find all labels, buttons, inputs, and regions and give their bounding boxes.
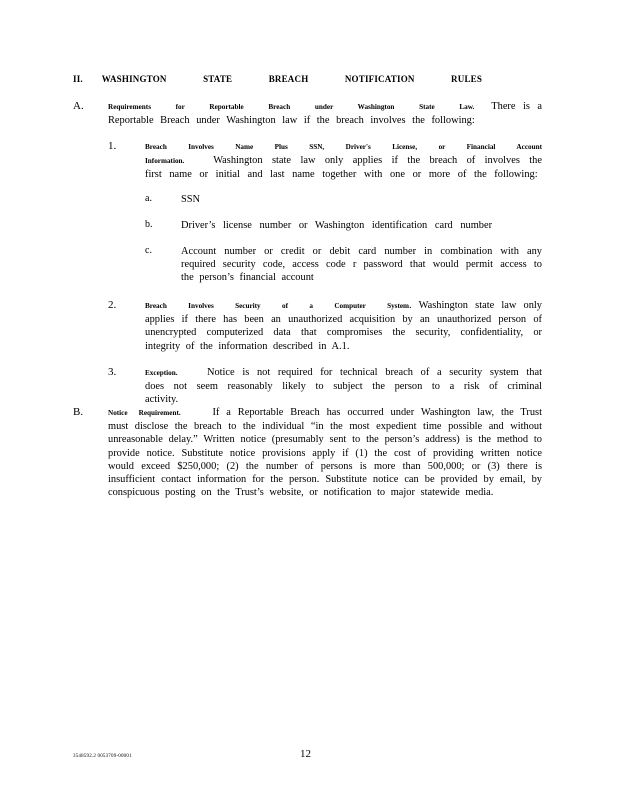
item-2-label: 2. bbox=[108, 299, 117, 311]
section-heading bbox=[73, 74, 482, 84]
item-3-label: 3. bbox=[108, 366, 117, 378]
footer-document-code: 3548592.2 0053709-00001 bbox=[73, 754, 132, 759]
subitem-a-label: a. bbox=[145, 193, 152, 204]
item-1-label: 1. bbox=[108, 140, 117, 152]
subitem-b-label: b. bbox=[145, 219, 153, 230]
item-3-heading: Exception. bbox=[145, 369, 178, 377]
subsection-a-body bbox=[108, 100, 542, 127]
subitem-b-text: Driver’s license number or Washington identification card number bbox=[181, 220, 493, 231]
item-3-text: Notice is not required for technical breach of a security system that does not seem reasonably likely to subject the person to a risk of criminal activity. bbox=[145, 367, 542, 406]
item-2-text: . Washington state law only applies if there has been an unauthorized acquisition by an unauthorized person of unencrypted computerized data that compromises the security, confidentiality, or integrity of the information described in A.1. bbox=[145, 300, 542, 352]
section-number: II. bbox=[73, 74, 83, 84]
subsection-b-heading: Notice Requirement. bbox=[108, 409, 181, 417]
item-1-text: Washington state law only applies if the breach of involves the first name or initial and last name together with one or more of the following: bbox=[145, 155, 542, 181]
item-3-body bbox=[145, 366, 542, 407]
item-2-body bbox=[145, 299, 542, 353]
item-1-body bbox=[145, 140, 542, 182]
subsection-a-heading: Requirements for Reportable Breach under Washington State Law. bbox=[108, 103, 475, 111]
subitem-c-text: Account number or credit or debit card number in combination with any required security code, access code r password that would permit access to the person’s financial account bbox=[181, 246, 542, 284]
section-title: WASHINGTON STATE BREACH NOTIFICATION RULES bbox=[101, 74, 483, 84]
subitem-c-label: c. bbox=[145, 245, 152, 256]
subsection-a-intro: There is a Reportable Breach under Washington law if the breach involves the following: bbox=[108, 101, 542, 127]
subsection-b-label: B. bbox=[73, 406, 84, 418]
subitem-a-text: SSN bbox=[181, 194, 201, 205]
subsection-b-body bbox=[108, 406, 542, 499]
item-2-heading: Breach Involves Security of a Computer System bbox=[145, 302, 410, 310]
page-number: 12 bbox=[300, 748, 311, 760]
subsection-b-text: If a Reportable Breach has occurred under Washington law, the Trust must disclose the breach to the individual “in the most expedient time possible and without unreasonable delay.” Written notice (presumably sent to the person’s address) is the method to provide notice. Substitute notice provisions apply if (1) the cost of providing written notice would exceed $250,000; (2) the number of persons is more than 500,000; or (3) there is insufficient contact information for the person. Substitute notice can be provided by email, by conspicuous posting on the Trust’s website, or notification to major statewide media. bbox=[108, 407, 542, 499]
item-1-heading: Breach Involves Name Plus SSN, Driver's License, or Financial Account Information. bbox=[145, 143, 542, 166]
subsection-a-label: A. bbox=[73, 100, 84, 112]
